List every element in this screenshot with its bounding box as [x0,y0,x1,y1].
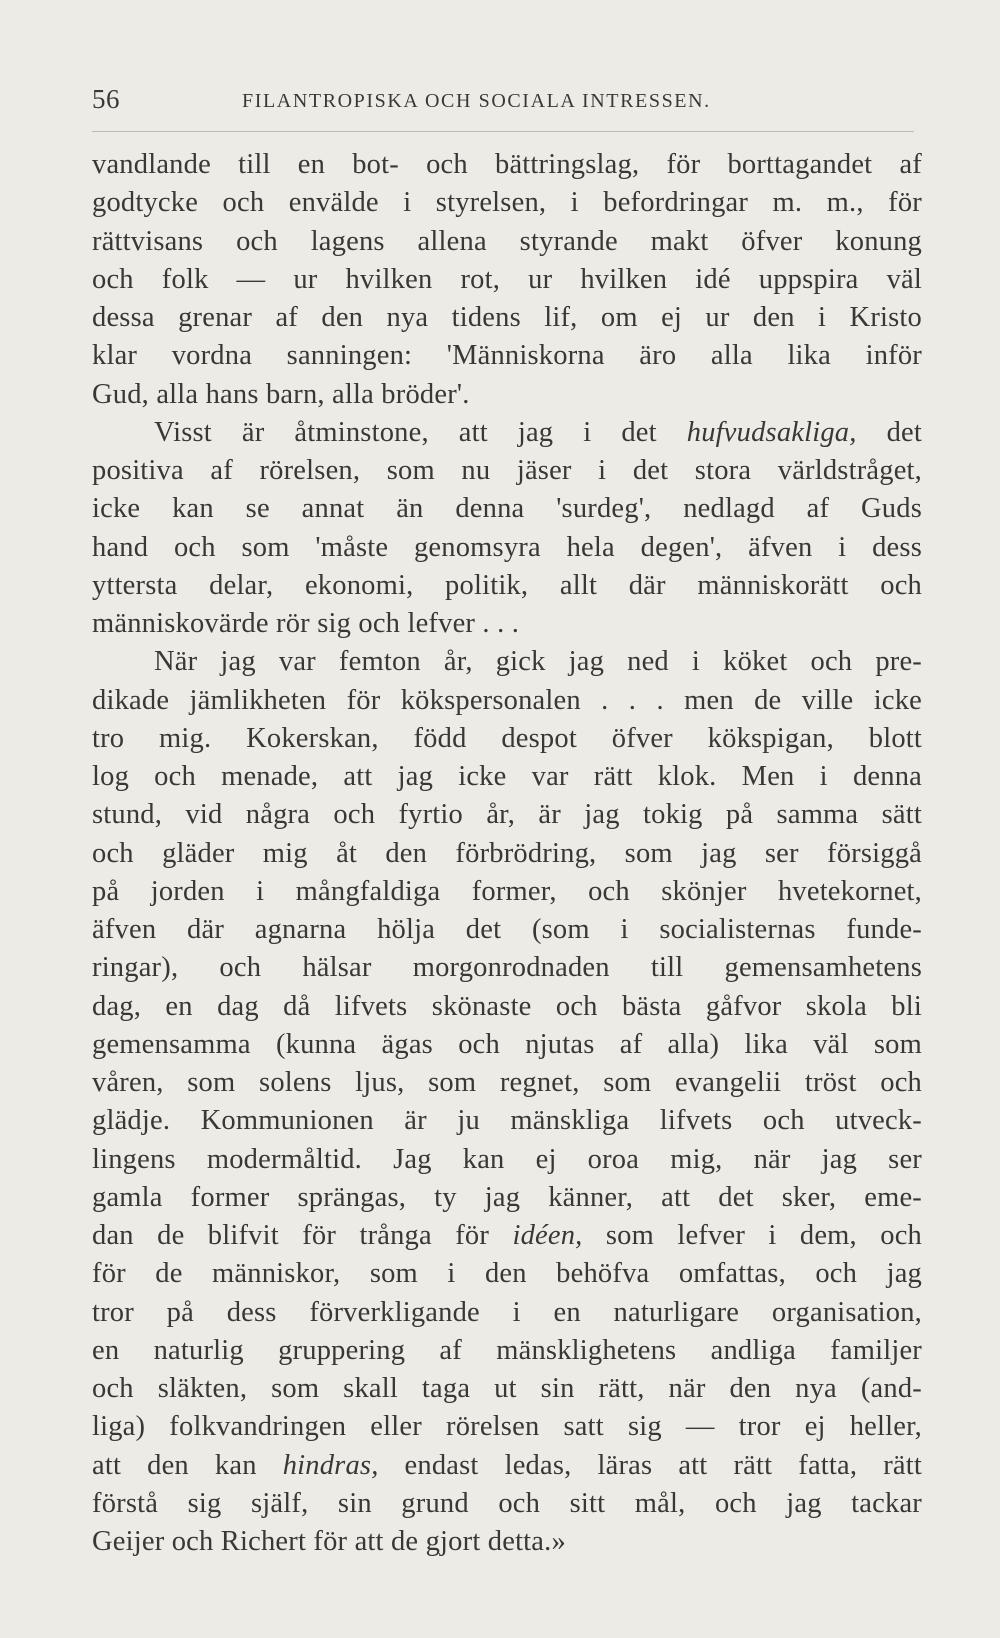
text-line: våren, som solens ljus, som regnet, som evangelii tröst och [92,1067,922,1098]
text-line: godtycke och envälde i styrelsen, i befordringar m. m., för [92,187,922,219]
text-line: stund, vid några och fyrtio år, är jag tokig på samma sätt [92,799,922,831]
text-line: dag, en dag då lifvets skönaste och bästa gåfvor skola bli [92,990,922,1022]
text-line: tror på dess förverkligande i en naturligare organisation, [92,1296,922,1328]
text-line [92,1447,922,1485]
text-run: som lefver i dem, och [582,1220,922,1251]
text-line: på jorden i mångfaldiga former, och skönjer hvetekornet, [92,875,922,907]
text-line: liga) folkvandringen eller rörelsen satt sig — tror ej heller, [92,1411,922,1443]
page-header [92,84,912,124]
text-line: och gläder mig åt den förbrödring, som jag ser försiggå [92,837,922,869]
text-line: dikade jämlikheten för kökspersonalen . . . men de ville icke [92,684,922,716]
text-line: för de människor, som i den behöfva omfattas, och jag [92,1258,922,1290]
text-line: äfven där agnarna hölja det (som i socialisternas funde- [92,914,922,945]
text-line: och släkten, som skall taga ut sin rätt, när den nya (and- [92,1373,922,1404]
text-line: När jag var femton år, gick jag ned i köket och pre- [154,646,922,678]
italic-word: hufvudsakliga, [686,416,857,448]
text-run: dan de blifvit för trånga för [92,1220,513,1251]
text-line [92,414,922,452]
text-run: det [856,416,922,448]
text-line: förstå sig själf, sin grund och sitt mål, och jag tackar [92,1487,922,1519]
text-line: ringar), och hälsar morgonrodnaden till gemensamhetens [92,952,922,984]
text-line: en naturlig gruppering af mänsklighetens andliga familjer [92,1334,922,1366]
text-line [92,1217,922,1255]
text-line: Geijer och Richert för att de gjort detta.» [92,1526,566,1557]
body-text [92,146,922,1561]
text-line: lingens modermåltid. Jag kan ej oroa mig, när jag ser [92,1143,922,1175]
text-line: klar vordna sanningen: 'Människorna äro alla lika inför [92,340,922,372]
text-run: Visst är åtminstone, att jag i det [154,416,687,448]
text-line: dessa grenar af den nya tidens lif, om ej ur den i Kristo [92,302,922,333]
text-line: vandlande till en bot- och bättringslag, för borttagandet af [92,149,922,180]
text-line: yttersta delar, ekonomi, politik, allt där människorätt och [92,569,922,601]
text-line: gamla former sprängas, ty jag känner, att det sker, eme- [92,1181,922,1213]
text-line: log och menade, att jag icke var rätt klok. Men i denna [92,761,922,792]
page-number: 56 [92,84,120,114]
text-run: endast ledas, läras att rätt fatta, rätt [378,1449,923,1481]
text-line: gemensamma (kunna ägas och njutas af alla) lika väl som [92,1028,922,1060]
text-line: icke kan se annat än denna 'surdeg', nedlagd af Guds [92,493,922,525]
header-rule [92,131,914,132]
text-line: Gud, alla hans barn, alla bröder'. [92,378,470,410]
text-line: hand och som 'måste genomsyra hela degen', äfven i dess [92,531,922,563]
text-line: glädje. Kommunionen är ju mänskliga lifvets och utveck- [92,1105,922,1137]
running-head: FILANTROPISKA OCH SOCIALA INTRESSEN. [242,90,711,112]
text-line: människovärde rör sig och lefver . . . [92,608,520,639]
text-line: rättvisans och lagens allena styrande makt öfver konung [92,225,922,257]
italic-word: idéen, [512,1220,583,1251]
text-line: positiva af rörelsen, som nu jäser i det stora världstråget, [92,455,922,486]
text-line: och folk — ur hvilken rot, ur hvilken idé uppspira väl [92,263,922,295]
text-line: tro mig. Kokerskan, född despot öfver kökspigan, blott [92,722,922,754]
text-run: att den kan [92,1449,283,1481]
italic-word: hindras, [282,1449,379,1481]
